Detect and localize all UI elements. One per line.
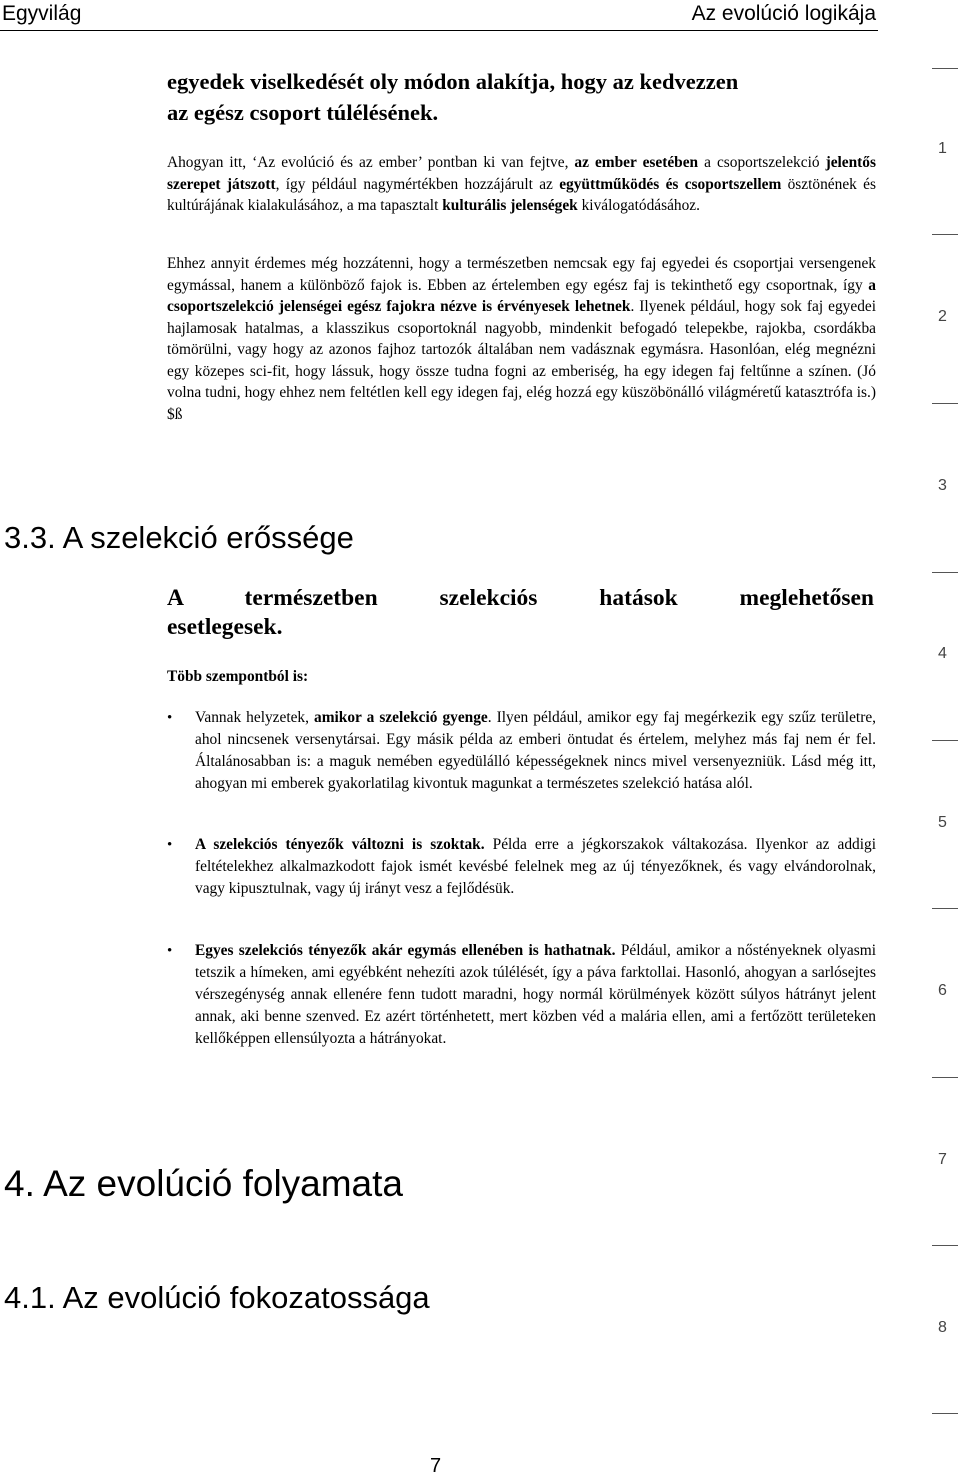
margin-number-3: 3 xyxy=(938,477,947,494)
margin-number-6: 6 xyxy=(938,982,947,999)
margin-mark xyxy=(932,234,958,235)
margin-number-2: 2 xyxy=(938,308,947,325)
subtitle-line-1: A természetben szelekciós hatások meglehetősen xyxy=(167,585,874,611)
bullet-item-opposing-factors: Egyes szelekciós tényezők akár egymás ellenében is hathatnak. Például, amikor a nőstényeknek olyasmi tetszik a hímeken, ami egyébként nehezíti azok túlélését, így a páva farktollai. Hasonló, ahogyan a sarlósejtes vérszegénység annak ellenére fenn tudott maradni, hogy normál körülmények között súlyos hátrányt jelent annak, aki benne szenved. Ez azért történhetett, mert közben véd a malária ellen, ami a fertőzött területeken kellőképpen ellensúlyozta a hátrányokat. xyxy=(195,942,876,1047)
running-header xyxy=(0,0,878,31)
margin-mark xyxy=(932,68,958,69)
bullet-item-weak-selection: Vannak helyzetek, amikor a szelekció gyenge. Ilyen például, amikor egy faj megérkezik egy szűz területre, ahol nincsenek versenytársai. Egy másik példa az emberi öntudat és értelem, melyhez más faj nem ér fel. Általánosabban is: a maguk nemében egyedülálló képességeknek nincs mivel versenyezniük. Lásd még itt, ahogyan mi emberek gyakorlatilag kivontuk magunkat a természetes szelekció hatása alól. xyxy=(195,709,876,792)
section-heading-4-1: 4.1. Az evolúció fokozatossága xyxy=(4,1280,430,1315)
margin-number-7: 7 xyxy=(938,1151,947,1168)
header-right-title: Az evolúció logikája xyxy=(691,2,876,25)
margin-mark xyxy=(932,403,958,404)
bullet-icon: • xyxy=(167,837,173,853)
bullet-icon: • xyxy=(167,710,173,726)
margin-mark xyxy=(932,1245,958,1246)
lead-paragraph xyxy=(167,66,876,128)
margin-number-4: 4 xyxy=(938,645,947,662)
lead-line-2: az egész csoport túlélésének. xyxy=(167,100,439,125)
margin-mark xyxy=(932,740,958,741)
subtitle-line-2: esetlegesek. xyxy=(167,614,283,640)
page-number: 7 xyxy=(430,1455,442,1477)
margin-mark xyxy=(932,1413,958,1414)
lead-line-1: egyedek viselkedését oly módon alakítja, hogy az kedvezzen xyxy=(167,69,739,94)
margin-number-1: 1 xyxy=(938,140,947,157)
points-heading: Több szempontból is: xyxy=(167,668,309,685)
header-left-title: Egyvilág xyxy=(2,2,82,25)
paragraph-group-selection: Ahogyan itt, ‘Az evolúció és az ember’ pontban ki van fejtve, az ember esetében a csoportszelekció jelentős szerepet játszott, így például nagymértékben hozzájárult az együttműködés és csoportszellem ösztönének és kultúrájának kialakulásához, a ma tapasztalt kulturális jelenségek kiválogatódásához. xyxy=(167,154,876,214)
section-heading-4: 4. Az evolúció folyamata xyxy=(4,1163,403,1204)
margin-mark xyxy=(932,908,958,909)
margin-mark xyxy=(932,572,958,573)
bullet-item-changing-factors: A szelekciós tényezők változni is szoktak. Példa erre a jégkorszakok váltakozása. Ilyenkor az addigi feltételekhez alkalmazkodott fajok ismét kevésbé felelnek meg az új tényezőknek, és vagy elvándorolnak, vagy kipusztulnak, vagy új irányt vesz a fejlődésük. xyxy=(195,836,876,897)
section-heading-3-3: 3.3. A szelekció erőssége xyxy=(4,520,354,555)
margin-number-8: 8 xyxy=(938,1319,947,1336)
paragraph-species-groups: Ehhez annyit érdemes még hozzátenni, hogy a természetben nemcsak egy faj egyedei és csoportjai versengenek egymással, hanem a különböző fajok is. Ebben az értelemben egy egész faj is tekinthető egy csoportnak, így a csoportszelekció jelenségei egész fajokra nézve is érvényesek lehetnek. Ilyenek például, hogy sok faj egyedei hajlamosak hatalmas, a klasszikus csoportoknál nagyobb, mindenkit befogadó telepekbe, rajokba, csordákba tömörülni, vagy hogy az azonos fajhoz tartozók általában nem vadásznak egymásra. Hasonlóan, elég megnézni egy közepes sci-fit, hogy lássuk, hogy össze tudna fogni az emberiség, ha egy idegen faj feltűnne a színen. (Jó volna tudni, hogy ehhez nem feltétlen kell egy idegen faj, elég hozzá egy küszöbönálló világméretű katasztrófa is.) $ß xyxy=(167,255,876,423)
bullet-icon: • xyxy=(167,943,173,959)
margin-number-5: 5 xyxy=(938,814,947,831)
margin-mark xyxy=(932,1077,958,1078)
